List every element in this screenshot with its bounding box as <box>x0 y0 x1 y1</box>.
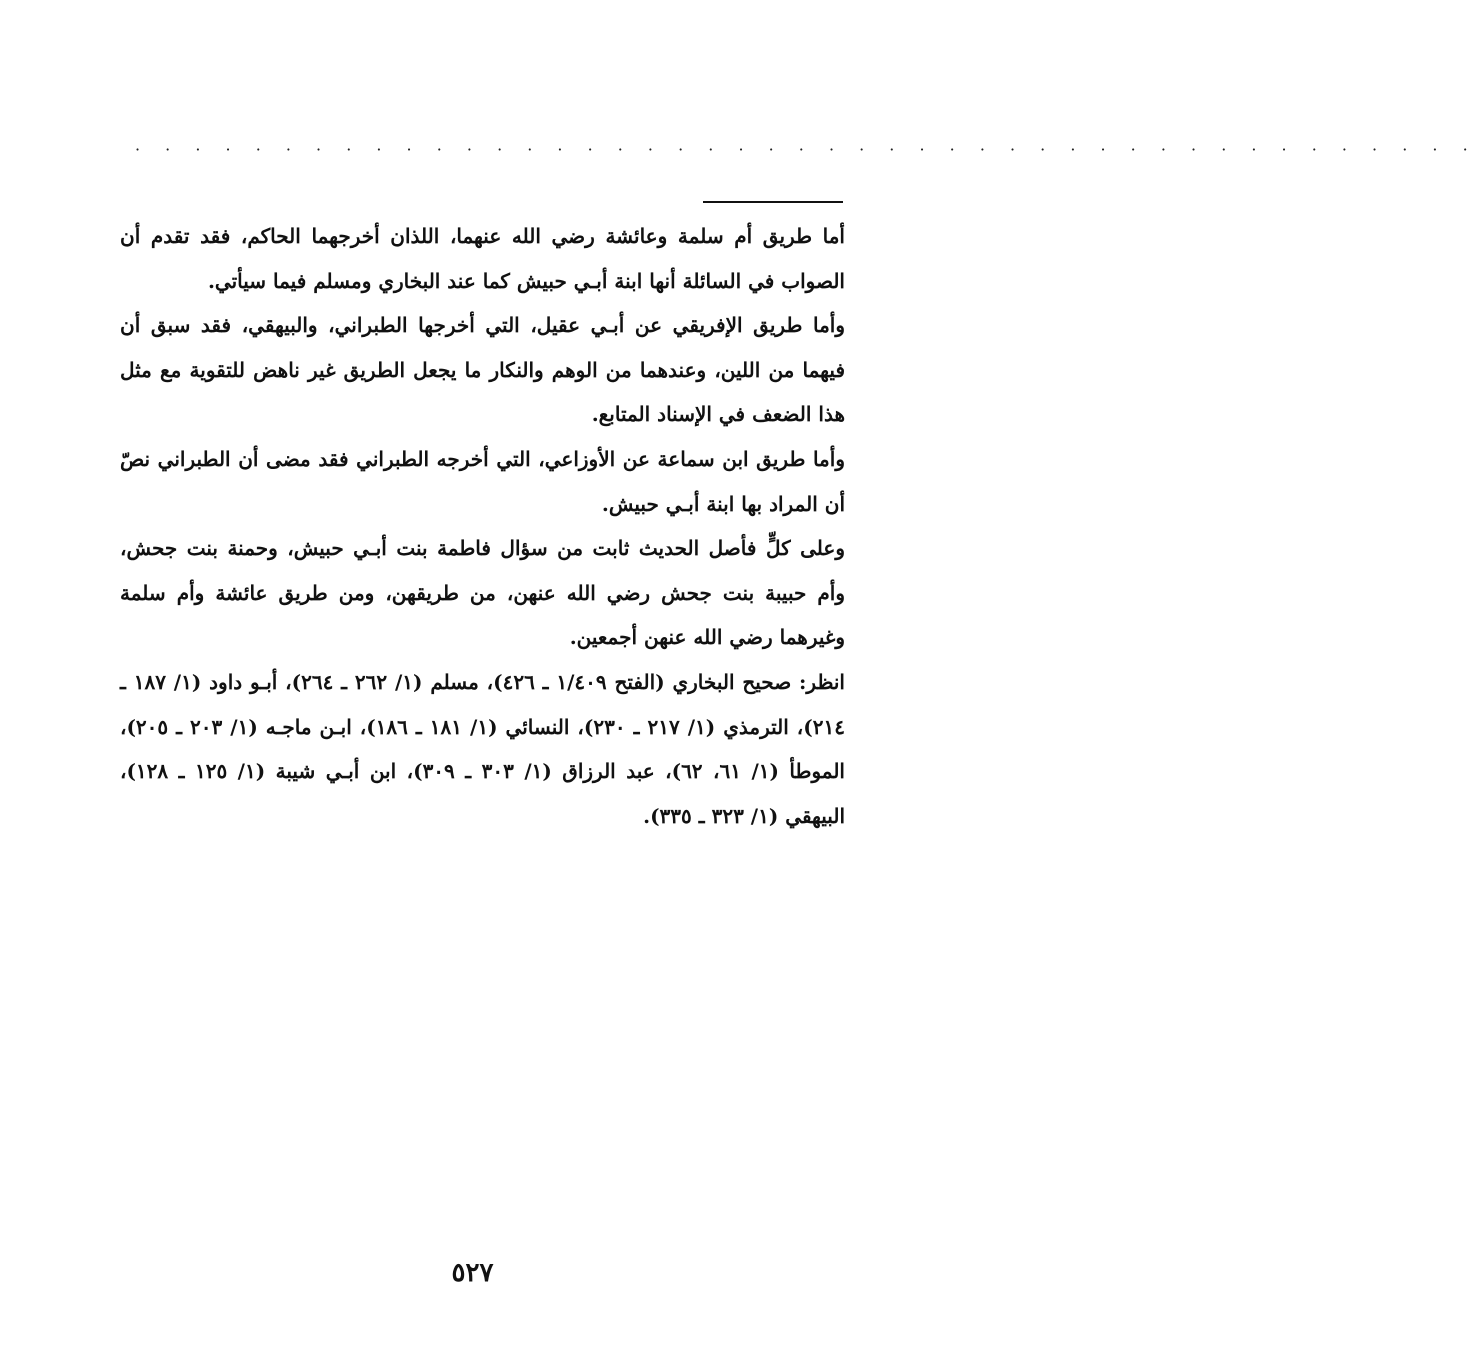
footnote-paragraph: أما طريق أم سلمة وعائشة رضي الله عنهما، اللذان أخرجهما الحاكم، فقد تقدم أن الصواب في السائلة أنها ابنة أبـي حبيش كما عند البخاري ومسلم فيما سيأتي. <box>120 224 845 293</box>
footnote-block <box>120 214 845 838</box>
footnote-paragraph: وأما طريق الإفريقي عن أبـي عقيل، التي أخرجها الطبراني، والبيهقي، فقد سبق أن فيهما من اللين، وعندهما من الوهم والنكار ما يجعل الطريق غير ناهض للتقوية مع مثل هذا الضعف في الإسناد المتابع. <box>120 313 845 427</box>
dotted-separator: · · · · · · · · · · · · · · · · · · · · · · · · · · · · · · · · · · · · · · · · · · · · · <box>135 140 1478 159</box>
footnote-rule <box>703 201 843 203</box>
footnote-references: انظر: صحيح البخاري (الفتح ١/٤٠٩ ـ ٤٢٦)، مسلم (١/ ٢٦٢ ـ ٢٦٤)، أبـو داود (١/ ١٨٧ ـ ٢١٤)، الترمذي (١/ ٢١٧ ـ ٢٣٠)، النسائي (١/ ١٨١ ـ ١٨٦)، ابـن ماجـه (١/ ٢٠٣ ـ ٢٠٥)، الموطأ (١/ ٦١، ٦٢)، عبد الرزاق (١/ ٣٠٣ ـ ٣٠٩)، ابن أبـي شيبة (١/ ١٢٥ ـ ١٢٨)، البيهقي (١/ ٣٢٣ ـ ٣٣٥). <box>120 669 845 828</box>
page-number: ٥٢٧ <box>451 1258 494 1288</box>
footnote-paragraph: وعلى كلٍّ فأصل الحديث ثابت من سؤال فاطمة بنت أبـي حبيش، وحمنة بنت جحش، وأم حبيبة بنت جحش رضي الله عنهن، من طريقهن، ومن طريق عائشة وأم سلمة وغيرهما رضي الله عنهن أجمعين. <box>120 536 845 650</box>
footnote-paragraph: وأما طريق ابن سماعة عن الأوزاعي، التي أخرجه الطبراني فقد مضى أن الطبراني نصّ أن المراد بها ابنة أبـي حبيش. <box>120 446 845 516</box>
